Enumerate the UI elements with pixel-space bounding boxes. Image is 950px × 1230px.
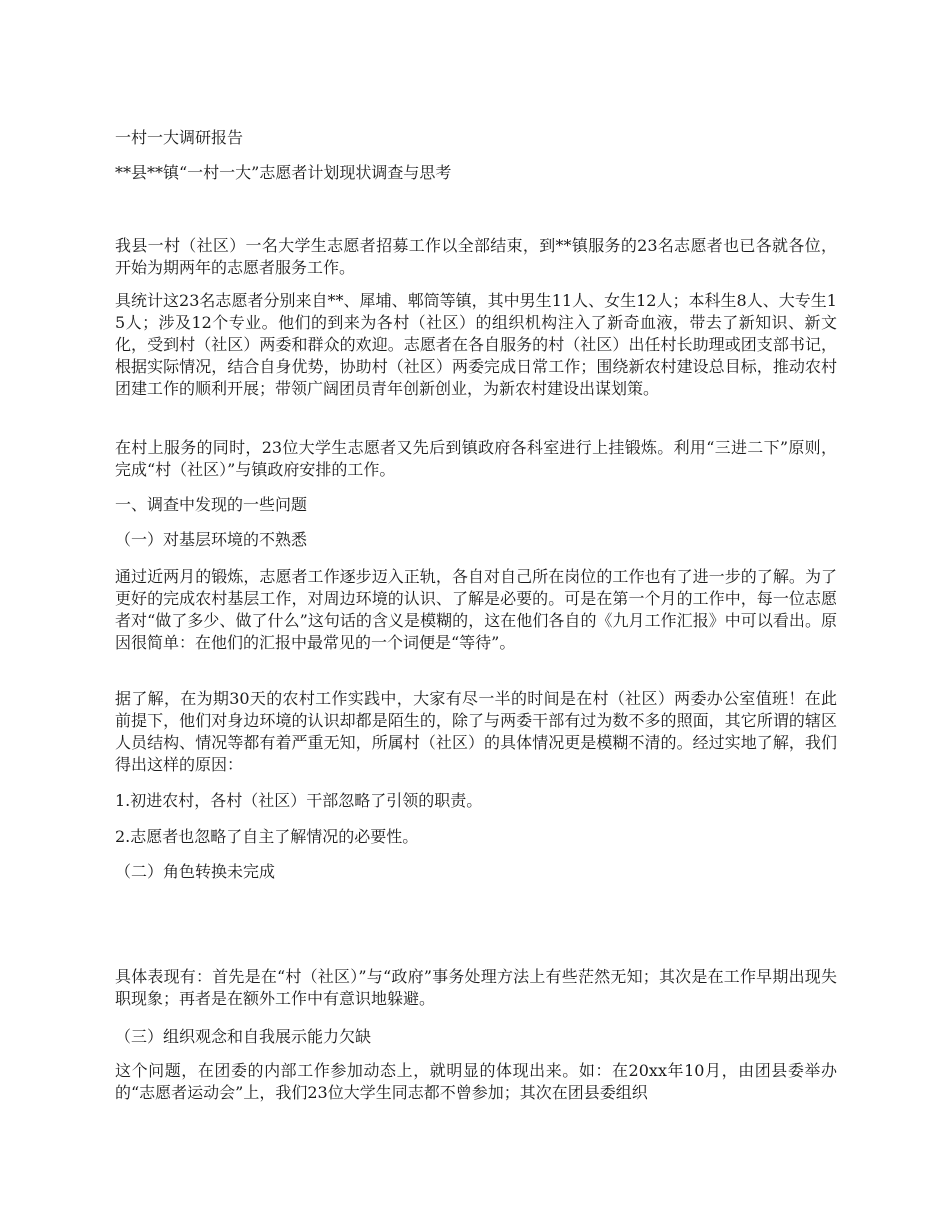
paragraph-1: 我县一村（社区）一名大学生志愿者招募工作以全部结束，到**镇服务的23名志愿者也已各就各位，开始为期两年的志愿者服务工作。 [115,236,837,277]
subsection-heading-2: （二）角色转换未完成 [115,862,276,881]
paragraph-7: 这个问题，在团委的内部工作参加动态上，就明显的体现出来。如：在20xx年10月，由团县委举办的“志愿者运动会”上，我们23位大学生同志都不曾参加；其次在团县委组织 [115,1061,837,1102]
paragraph-4: 通过近两月的锻炼，志愿者工作逐步迈入正轨，各自对自己所在岗位的工作也有了进一步的了解。为了更好的完成农村基层工作，对周边环境的认识、了解是必要的。可是在第一个月的工作中，每一位志愿者对“做了多少、做了什么”这句话的含义是模糊的，这在他们各自的《九月工作汇报》中可以看出。原因很简单：在他们的汇报中最常见的一个词便是“等待”。 [115,567,837,652]
subsection-heading-1: （一）对基层环境的不熟悉 [115,530,308,549]
list-item-1: 1.初进农村，各村（社区）干部忽略了引领的职责。 [115,791,483,810]
list-item-2: 2.志愿者也忽略了自主了解情况的必要性。 [115,827,419,846]
subsection-heading-3: （三）组织观念和自我展示能力欠缺 [115,1027,372,1046]
paragraph-6: 具体表现有：首先是在“村（社区）”与“政府”事务处理方法上有些茫然无知；其次是在工作早期出现失职现象；再者是在额外工作中有意识地躲避。 [115,967,837,1008]
document-title: 一村一大调研报告 [115,128,244,147]
paragraph-3: 在村上服务的同时，23位大学生志愿者又先后到镇政府各科室进行上挂锻炼。利用“三进二下”原则，完成“村（社区）”与镇政府安排的工作。 [115,438,837,479]
document-subtitle: **县**镇“一村一大”志愿者计划现状调查与思考 [115,163,452,182]
paragraph-2: 具统计这23名志愿者分别来自**、犀埔、郫筒等镇，其中男生11人、女生12人；本科生8人、大专生15人；涉及12个专业。他们的到来为各村（社区）的组织机构注入了新奇血液，带去了新知识、新文化，受到村（社区）两委和群众的欢迎。志愿者在各自服务的村（社区）出任村长助理或团支部书记，根据实际情况，结合自身优势，协助村（社区）两委完成日常工作；围绕新农村建设总目标，推动农村团建工作的顺利开展；带领广阔团员青年创新创业，为新农村建设出谋划策。 [115,291,837,398]
paragraph-5: 据了解，在为期30天的农村工作实践中，大家有尽一半的时间是在村（社区）两委办公室值班！在此前提下，他们对身边环境的认识却都是陌生的，除了与两委干部有过为数不多的照面，其它所谓的辖区人员结构、情况等都有着严重无知，所属村（社区）的具体情况更是模糊不清的。经过实地了解，我们得出这样的原因： [115,689,837,774]
section-heading-1: 一、调查中发现的一些问题 [115,495,308,514]
